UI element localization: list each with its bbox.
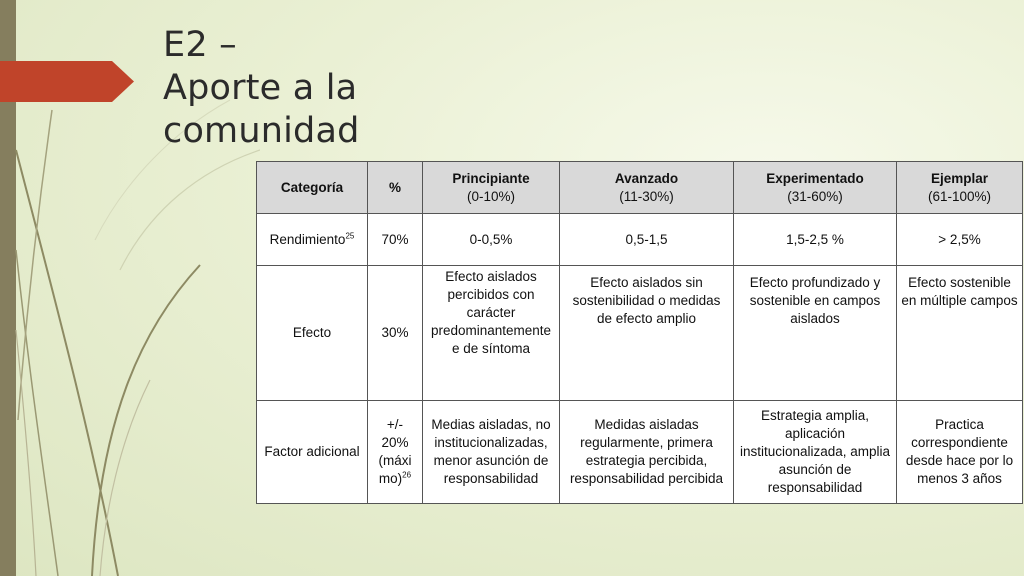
cell-percent: 30%	[368, 266, 423, 401]
cell-ejemplar: Practica correspondiente desde hace por lo menos 3 años	[897, 401, 1023, 504]
header-range: (0-10%)	[466, 188, 515, 204]
cell-category: Rendimiento$^{25}$	[257, 214, 368, 266]
table-row	[257, 266, 1023, 401]
slide-title-line-1: E2 –	[163, 25, 237, 65]
cell-experimentado: 1,5-2,5 %	[734, 214, 897, 266]
title-accent-arrow	[0, 61, 134, 102]
header-range: (31-60%)	[787, 188, 843, 204]
cell-avanzado: Medidas aisladas regularmente, primera estrategia percibida, responsabilidad percibida	[560, 401, 734, 504]
table-header-row	[257, 162, 1023, 214]
cell-avanzado: Efecto aislados sin sostenibilidad o medidas de efecto amplio	[560, 266, 734, 401]
header-categoria: Categoría	[257, 162, 368, 214]
table-row	[257, 214, 1023, 266]
cell-category: Efecto	[257, 266, 368, 401]
header-avanzado: Avanzado (11-30%)	[560, 162, 734, 214]
cell-percent: +/- 20% (máxi mo)$^{26}$	[368, 401, 423, 504]
header-percent: %	[368, 162, 423, 214]
cell-experimentado: Efecto profundizado y sostenible en campos aislados	[734, 266, 897, 401]
evaluation-table	[256, 161, 1023, 504]
cell-ejemplar: > 2,5%	[897, 214, 1023, 266]
cell-principiante: Efecto aislados percibidos con carácter predominantemente e de síntoma	[423, 266, 560, 401]
slide-title-line-2: Aporte a la	[163, 68, 358, 108]
slide-title	[163, 24, 360, 153]
header-principiante: Principiante (0-10%)	[423, 162, 560, 214]
header-ejemplar: Ejemplar (61-100%)	[897, 162, 1023, 214]
cell-experimentado: Estrategia amplia, aplicación institucionalizada, amplia asunción de responsabilidad	[734, 401, 897, 504]
cell-avanzado: 0,5-1,5	[560, 214, 734, 266]
cell-ejemplar: Efecto sostenible en múltiple campos	[897, 266, 1023, 401]
cell-principiante: 0-0,5%	[423, 214, 560, 266]
header-experimentado: Experimentado (31-60%)	[734, 162, 897, 214]
cell-principiante: Medias aisladas, no institucionalizadas, menor asunción de responsabilidad	[423, 401, 560, 504]
cell-category: Factor adicional	[257, 401, 368, 504]
slide-title-line-3: comunidad	[163, 111, 360, 151]
footnote-ref: 26	[402, 470, 412, 480]
header-range: (61-100%)	[927, 188, 992, 204]
header-range: (11-30%)	[619, 188, 674, 204]
cell-percent: 70%	[368, 214, 423, 266]
table-row	[257, 401, 1023, 504]
footnote-ref: 25	[345, 231, 355, 240]
